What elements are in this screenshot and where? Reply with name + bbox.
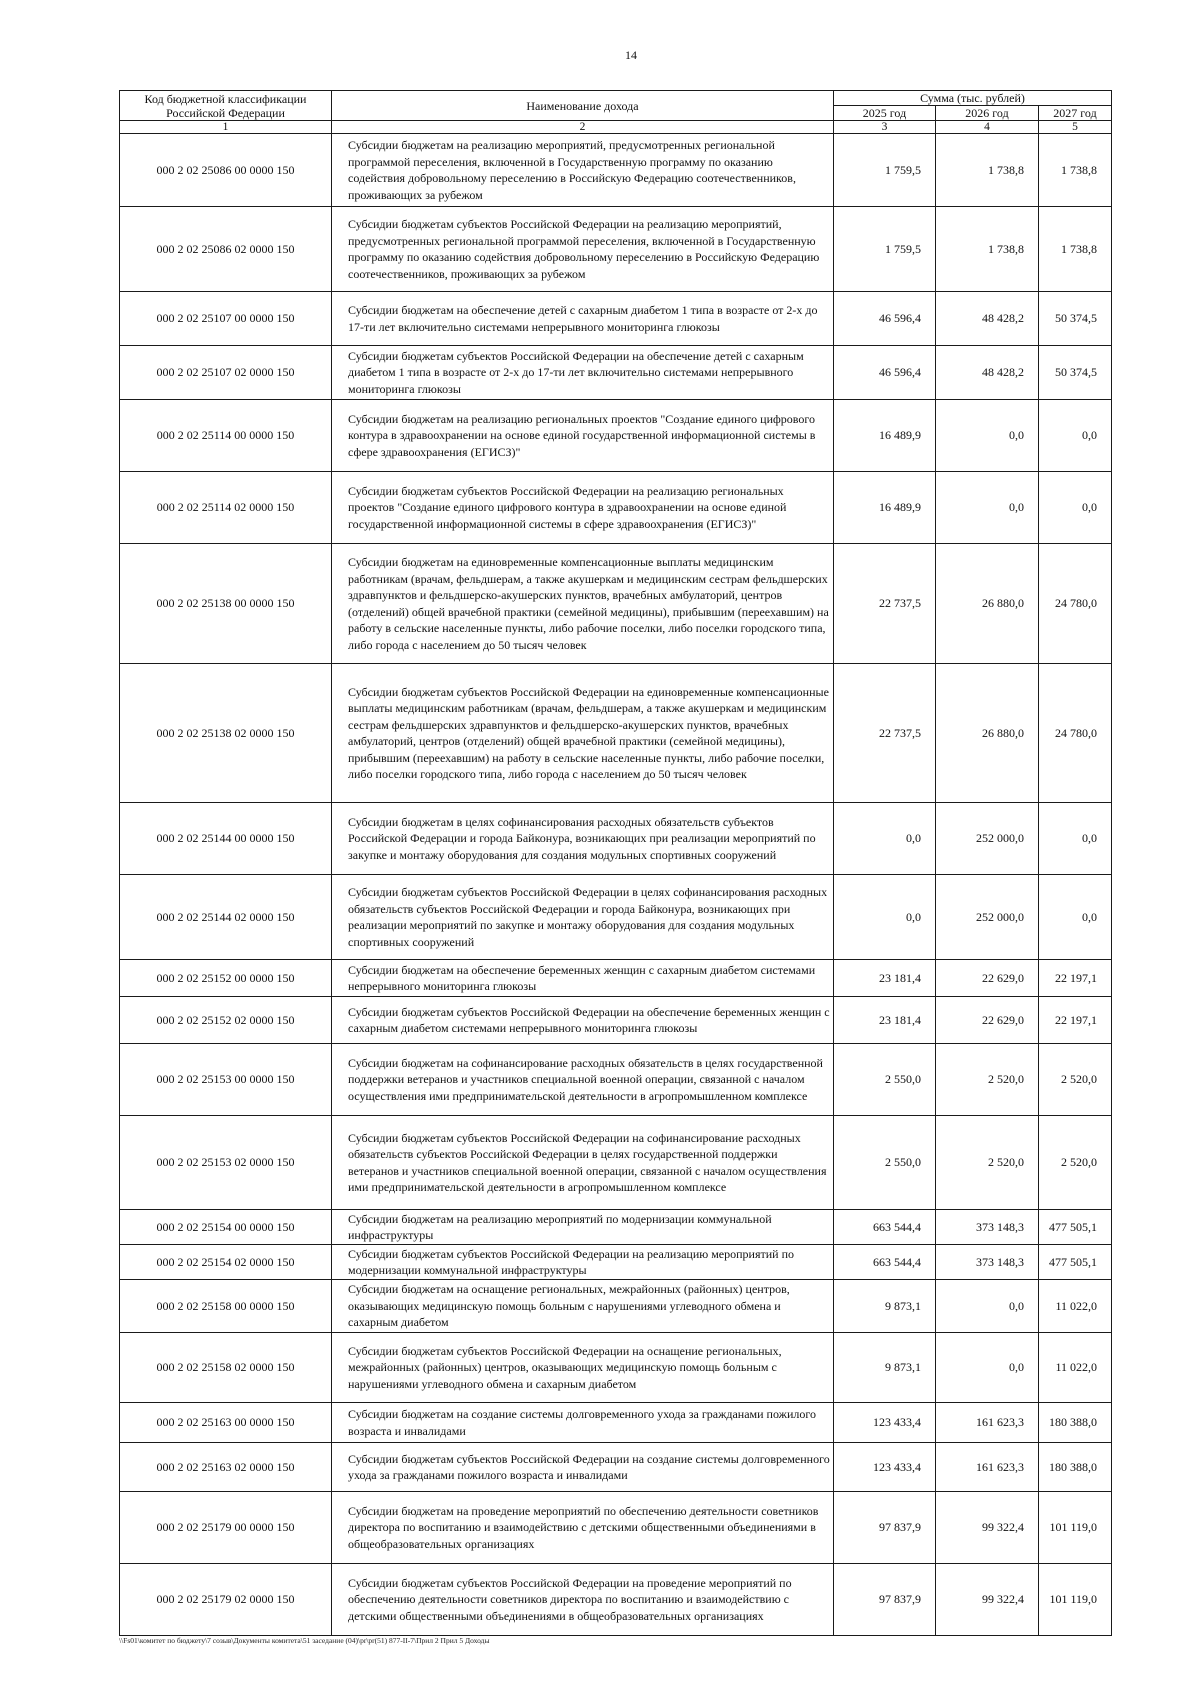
value-2026-cell: 99 322,4: [936, 1564, 1039, 1636]
code-cell: 000 2 02 25107 02 0000 150: [120, 346, 332, 400]
header-index-4: 4: [936, 121, 1039, 134]
name-cell: Субсидии бюджетам на обеспечение беременных женщин с сахарным диабетом системами непрерывного мониторинга глюкозы: [332, 960, 834, 997]
name-cell: Субсидии бюджетам в целях софинансирования расходных обязательств субъектов Российской Федерации и города Байконура, возникающих при реализации мероприятий по закупке и монтажу оборудования для создания модульных спортивных сооружений: [332, 803, 834, 875]
table-row: [120, 134, 1112, 207]
value-2027-cell: 24 780,0: [1039, 544, 1112, 664]
value-2027-cell: 180 388,0: [1039, 1443, 1112, 1492]
value-2026-cell: 26 880,0: [936, 544, 1039, 664]
value-2027-cell: 0,0: [1039, 472, 1112, 544]
name-cell: Субсидии бюджетам субъектов Российской Федерации на софинансирование расходных обязательств субъектов Российской Федерации в целях государственной поддержки ветеранов и участников специальной военной операции, связанной с началом осуществления ими предпринимательской деятельности в агропромышленном комплексе: [332, 1116, 834, 1210]
value-2026-cell: 252 000,0: [936, 875, 1039, 960]
value-2027-cell: 477 505,1: [1039, 1210, 1112, 1245]
code-cell: 000 2 02 25086 00 0000 150: [120, 134, 332, 207]
code-cell: 000 2 02 25152 02 0000 150: [120, 997, 332, 1044]
name-cell: Субсидии бюджетам субъектов Российской Федерации на реализацию региональных проектов "Создание единого цифрового контура в здравоохранении на основе единой государственной информационной системы в сфере здравоохранения (ЕГИСЗ)": [332, 472, 834, 544]
table-row: [120, 1443, 1112, 1492]
value-2025-cell: 97 837,9: [834, 1564, 936, 1636]
name-cell: Субсидии бюджетам субъектов Российской Федерации на реализацию мероприятий по модернизации коммунальной инфраструктуры: [332, 1245, 834, 1280]
name-cell: Субсидии бюджетам субъектов Российской Федерации на проведение мероприятий по обеспечению деятельности советников директора по воспитанию и взаимодействию с детскими общественными объединениями в общеобразовательных организациях: [332, 1564, 834, 1636]
value-2025-cell: 0,0: [834, 803, 936, 875]
code-cell: 000 2 02 25163 02 0000 150: [120, 1443, 332, 1492]
header-index-1: 1: [120, 121, 332, 134]
value-2025-cell: 16 489,9: [834, 400, 936, 472]
table-row: [120, 960, 1112, 997]
value-2026-cell: 373 148,3: [936, 1210, 1039, 1245]
table-row: [120, 292, 1112, 346]
value-2025-cell: 663 544,4: [834, 1245, 936, 1280]
value-2026-cell: 0,0: [936, 472, 1039, 544]
code-cell: 000 2 02 25144 02 0000 150: [120, 875, 332, 960]
header-code: Код бюджетной классификации Российской Федерации: [120, 91, 332, 121]
value-2027-cell: 50 374,5: [1039, 292, 1112, 346]
table-row: [120, 875, 1112, 960]
code-cell: 000 2 02 25144 00 0000 150: [120, 803, 332, 875]
value-2025-cell: 16 489,9: [834, 472, 936, 544]
value-2027-cell: 2 520,0: [1039, 1116, 1112, 1210]
header-index-2: 2: [332, 121, 834, 134]
table-row: [120, 664, 1112, 803]
value-2027-cell: 1 738,8: [1039, 134, 1112, 207]
value-2025-cell: 23 181,4: [834, 997, 936, 1044]
value-2025-cell: 9 873,1: [834, 1333, 936, 1403]
value-2025-cell: 97 837,9: [834, 1492, 936, 1564]
name-cell: Субсидии бюджетам на реализацию мероприятий, предусмотренных региональной программой переселения, включенной в Государственную программу по оказанию содействия добровольному переселению в Российскую Федерацию соотечественников, проживающих за рубежом: [332, 134, 834, 207]
value-2027-cell: 180 388,0: [1039, 1403, 1112, 1443]
name-cell: Субсидии бюджетам субъектов Российской Федерации на единовременные компенсационные выплаты медицинским работникам (врачам, фельдшерам, а также акушеркам и медицинским сестрам фельдшерских здравпунктов и фельдшерско-акушерских пунктов, врачебных амбулаторий, центров (отделений) общей врачебной практики (семейной медицины), прибывшим (переехавшим) на работу в сельские населенные пункты, либо рабочие поселки, либо поселки городского типа, либо города с населением до 50 тысяч человек: [332, 664, 834, 803]
table-row: [120, 1403, 1112, 1443]
value-2027-cell: 1 738,8: [1039, 207, 1112, 292]
code-cell: 000 2 02 25138 02 0000 150: [120, 664, 332, 803]
table-row: [120, 400, 1112, 472]
name-cell: Субсидии бюджетам на единовременные компенсационные выплаты медицинским работникам (врачам, фельдшерам, а также акушеркам и медицинским сестрам фельдшерских здравпунктов и фельдшерско-акушерских пунктов, врачебных амбулаторий, центров (отделений) общей врачебной практики (семейной медицины), прибывшим (переехавшим) на работу в сельские населенные пункты, либо рабочие поселки, либо поселки городского типа, либо города с населением до 50 тысяч человек: [332, 544, 834, 664]
name-cell: Субсидии бюджетам на реализацию региональных проектов "Создание единого цифрового контура в здравоохранении на основе единой государственной информационной системы в сфере здравоохранения (ЕГИСЗ)": [332, 400, 834, 472]
table-body: [120, 134, 1112, 1636]
name-cell: Субсидии бюджетам субъектов Российской Федерации на обеспечение детей с сахарным диабетом 1 типа в возрасте от 2-х до 17-ти лет включительно системами непрерывного мониторинга глюкозы: [332, 346, 834, 400]
value-2026-cell: 0,0: [936, 1333, 1039, 1403]
value-2027-cell: 22 197,1: [1039, 997, 1112, 1044]
value-2026-cell: 0,0: [936, 1280, 1039, 1333]
header-name: Наименование дохода: [332, 91, 834, 121]
header-year-2027: 2027 год: [1039, 106, 1112, 121]
code-cell: 000 2 02 25114 00 0000 150: [120, 400, 332, 472]
code-cell: 000 2 02 25138 00 0000 150: [120, 544, 332, 664]
table-row: [120, 472, 1112, 544]
value-2026-cell: 161 623,3: [936, 1403, 1039, 1443]
value-2027-cell: 11 022,0: [1039, 1280, 1112, 1333]
value-2027-cell: 2 520,0: [1039, 1044, 1112, 1116]
value-2026-cell: 1 738,8: [936, 134, 1039, 207]
value-2026-cell: 0,0: [936, 400, 1039, 472]
value-2027-cell: 101 119,0: [1039, 1564, 1112, 1636]
value-2026-cell: 252 000,0: [936, 803, 1039, 875]
revenue-table: [119, 90, 1112, 1636]
code-cell: 000 2 02 25154 00 0000 150: [120, 1210, 332, 1245]
value-2027-cell: 11 022,0: [1039, 1333, 1112, 1403]
value-2025-cell: 46 596,4: [834, 292, 936, 346]
header-year-2026: 2026 год: [936, 106, 1039, 121]
code-cell: 000 2 02 25158 00 0000 150: [120, 1280, 332, 1333]
table-row: [120, 997, 1112, 1044]
value-2025-cell: 46 596,4: [834, 346, 936, 400]
name-cell: Субсидии бюджетам субъектов Российской Федерации на обеспечение беременных женщин с сахарным диабетом системами непрерывного мониторинга глюкозы: [332, 997, 834, 1044]
code-cell: 000 2 02 25153 02 0000 150: [120, 1116, 332, 1210]
value-2027-cell: 22 197,1: [1039, 960, 1112, 997]
value-2027-cell: 50 374,5: [1039, 346, 1112, 400]
header-index-5: 5: [1039, 121, 1112, 134]
value-2027-cell: 0,0: [1039, 400, 1112, 472]
file-path-footer: \\Fs01\комитет по бюджету\7 созыв\Документы комитета\51 заседание (04)\pr\pr(51) 877-II-7\Прил 2 Прил 5 Доходы: [119, 1636, 490, 1645]
table-row: [120, 803, 1112, 875]
code-cell: 000 2 02 25114 02 0000 150: [120, 472, 332, 544]
value-2025-cell: 22 737,5: [834, 664, 936, 803]
value-2025-cell: 0,0: [834, 875, 936, 960]
code-cell: 000 2 02 25086 02 0000 150: [120, 207, 332, 292]
name-cell: Субсидии бюджетам на реализацию мероприятий по модернизации коммунальной инфраструктуры: [332, 1210, 834, 1245]
name-cell: Субсидии бюджетам субъектов Российской Федерации на создание системы долговременного ухода за гражданами пожилого возраста и инвалидами: [332, 1443, 834, 1492]
value-2026-cell: 1 738,8: [936, 207, 1039, 292]
value-2025-cell: 22 737,5: [834, 544, 936, 664]
value-2026-cell: 48 428,2: [936, 346, 1039, 400]
value-2025-cell: 2 550,0: [834, 1044, 936, 1116]
value-2027-cell: 0,0: [1039, 875, 1112, 960]
name-cell: Субсидии бюджетам на проведение мероприятий по обеспечению деятельности советников директора по воспитанию и взаимодействию с детскими общественными объединениями в общеобразовательных организациях: [332, 1492, 834, 1564]
value-2026-cell: 99 322,4: [936, 1492, 1039, 1564]
code-cell: 000 2 02 25107 00 0000 150: [120, 292, 332, 346]
header-index-3: 3: [834, 121, 936, 134]
value-2026-cell: 22 629,0: [936, 960, 1039, 997]
page-number: 14: [625, 48, 637, 62]
value-2025-cell: 23 181,4: [834, 960, 936, 997]
name-cell: Субсидии бюджетам на оснащение региональных, межрайонных (районных) центров, оказывающих медицинскую помощь больным с нарушениями углеводного обмена и сахарным диабетом: [332, 1280, 834, 1333]
table-row: [120, 1044, 1112, 1116]
table-row: [120, 1280, 1112, 1333]
value-2025-cell: 123 433,4: [834, 1403, 936, 1443]
value-2026-cell: 22 629,0: [936, 997, 1039, 1044]
name-cell: Субсидии бюджетам на создание системы долговременного ухода за гражданами пожилого возраста и инвалидами: [332, 1403, 834, 1443]
value-2026-cell: 373 148,3: [936, 1245, 1039, 1280]
value-2027-cell: 477 505,1: [1039, 1245, 1112, 1280]
table-row: [120, 1245, 1112, 1280]
code-cell: 000 2 02 25153 00 0000 150: [120, 1044, 332, 1116]
value-2026-cell: 2 520,0: [936, 1044, 1039, 1116]
name-cell: Субсидии бюджетам на обеспечение детей с сахарным диабетом 1 типа в возрасте от 2-х до 17-ти лет включительно системами непрерывного мониторинга глюкозы: [332, 292, 834, 346]
table-row: [120, 1492, 1112, 1564]
code-cell: 000 2 02 25158 02 0000 150: [120, 1333, 332, 1403]
value-2025-cell: 1 759,5: [834, 134, 936, 207]
value-2026-cell: 48 428,2: [936, 292, 1039, 346]
value-2027-cell: 101 119,0: [1039, 1492, 1112, 1564]
header-sum: Сумма (тыс. рублей): [834, 91, 1112, 106]
header-year-2025: 2025 год: [834, 106, 936, 121]
value-2026-cell: 26 880,0: [936, 664, 1039, 803]
table-row: [120, 207, 1112, 292]
table-row: [120, 1210, 1112, 1245]
name-cell: Субсидии бюджетам субъектов Российской Федерации в целях софинансирования расходных обязательств субъектов Российской Федерации и города Байконура, возникающих при реализации мероприятий по закупке и монтажу оборудования для создания модульных спортивных сооружений: [332, 875, 834, 960]
table-row: [120, 1333, 1112, 1403]
code-cell: 000 2 02 25179 02 0000 150: [120, 1564, 332, 1636]
table-row: [120, 1564, 1112, 1636]
table-row: [120, 544, 1112, 664]
value-2026-cell: 2 520,0: [936, 1116, 1039, 1210]
code-cell: 000 2 02 25179 00 0000 150: [120, 1492, 332, 1564]
name-cell: Субсидии бюджетам субъектов Российской Федерации на реализацию мероприятий, предусмотренных региональной программой переселения, включенной в Государственную программу по оказанию содействия добровольному переселению в Российскую Федерацию соотечественников, проживающих за рубежом: [332, 207, 834, 292]
value-2025-cell: 1 759,5: [834, 207, 936, 292]
value-2025-cell: 123 433,4: [834, 1443, 936, 1492]
value-2027-cell: 24 780,0: [1039, 664, 1112, 803]
code-cell: 000 2 02 25152 00 0000 150: [120, 960, 332, 997]
table-row: [120, 1116, 1112, 1210]
name-cell: Субсидии бюджетам на софинансирование расходных обязательств в целях государственной поддержки ветеранов и участников специальной военной операции, связанной с началом осуществления ими предпринимательской деятельности в агропромышленном комплексе: [332, 1044, 834, 1116]
code-cell: 000 2 02 25154 02 0000 150: [120, 1245, 332, 1280]
value-2025-cell: 663 544,4: [834, 1210, 936, 1245]
value-2027-cell: 0,0: [1039, 803, 1112, 875]
value-2025-cell: 9 873,1: [834, 1280, 936, 1333]
name-cell: Субсидии бюджетам субъектов Российской Федерации на оснащение региональных, межрайонных (районных) центров, оказывающих медицинскую помощь больным с нарушениями углеводного обмена и сахарным диабетом: [332, 1333, 834, 1403]
value-2026-cell: 161 623,3: [936, 1443, 1039, 1492]
value-2025-cell: 2 550,0: [834, 1116, 936, 1210]
code-cell: 000 2 02 25163 00 0000 150: [120, 1403, 332, 1443]
table-row: [120, 346, 1112, 400]
